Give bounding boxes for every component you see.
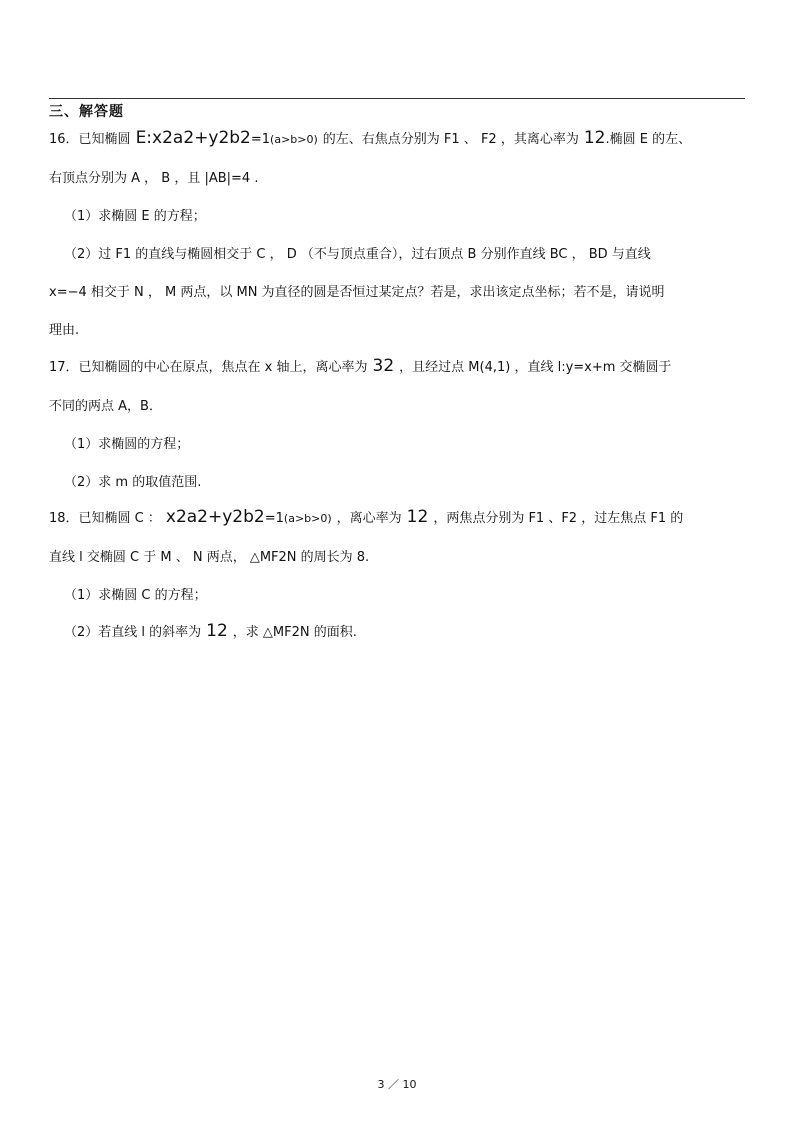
q18-equals: =1 [264, 511, 284, 526]
q16-fraction: 12 [583, 128, 606, 148]
q17-part-1: （1）求椭圆的方程； [64, 437, 190, 452]
section-divider [49, 98, 745, 99]
q18-part-2-text-a: （2）若直线 l 的斜率为 [64, 625, 202, 640]
q17-text-a: 已知椭圆的中心在原点，焦点在 x 轴上，离心率为 [78, 360, 368, 375]
q18-text-a: 已知椭圆 C ： [78, 511, 161, 526]
q18-text-e: ，两焦点分别为 F1 、F2 ，过左焦点 F1 的 [433, 511, 684, 526]
q18-part-2-text-b: ，求 △MF2N 的面积. [232, 625, 357, 640]
q17-line-1 [49, 356, 672, 376]
q16-part-2-line-1: （2）过 F1 的直线与椭圆相交于 C ， D （不与顶点重合），过右顶点 B 分别作直线 BC ， BD 与直线 [64, 247, 651, 262]
q16-text-a: 已知椭圆 [78, 132, 131, 147]
q16-number: 16． [49, 132, 79, 147]
q16-text-d: 的左、右焦点分别为 F1 、 F2 ，其离心率为 [322, 132, 579, 147]
q17-text-b: ，且经过点 M(4,1) ，直线 l:y=x+m 交椭圆于 [399, 360, 672, 375]
q16-equals: =1 [250, 132, 271, 147]
q17-part-2: （2）求 m 的取值范围. [64, 475, 202, 490]
q18-condition: (a>b>0) [283, 512, 332, 525]
q18-fraction: 12 [406, 507, 429, 527]
page-number: 3 ／ 10 [377, 1078, 417, 1091]
q16-ellipse-name: E: [135, 128, 153, 148]
q16-line-1 [49, 128, 691, 148]
q16-text-e: .椭圆 E 的左、 [605, 132, 692, 147]
q17-number: 17． [49, 360, 79, 375]
q16-part-1: （1）求椭圆 E 的方程； [64, 209, 206, 224]
q16-formula: x2a2+y2b2 [152, 128, 251, 148]
q16-part-2-line-3: 理由. [49, 323, 80, 338]
q18-formula: x2a2+y2b2 [165, 507, 265, 527]
section-title: 三、解答题 [49, 104, 124, 120]
q18-line-2: 直线 l 交椭圆 C 于 M 、 N 两点， △MF2N 的周长为 8. [49, 550, 370, 565]
q18-number: 18． [49, 511, 79, 526]
q18-text-d: ，离心率为 [336, 511, 402, 526]
q16-part-2-line-2: x=−4 相交于 N ， M 两点，以 MN 为直径的圆是否恒过某定点？若是，求出该定点坐标；若不是，请说明 [49, 285, 665, 300]
q18-part-2 [64, 621, 357, 641]
q18-part-1: （1）求椭圆 C 的方程； [64, 588, 207, 603]
q17-fraction: 32 [372, 356, 395, 376]
q17-line-2: 不同的两点 A，B． [49, 399, 162, 414]
q16-line-2: 右顶点分别为 A ， B ，且 |AB|=4 . [49, 171, 259, 186]
q16-condition: (a>b>0) [270, 133, 318, 146]
q18-line-1 [49, 507, 683, 527]
q18-part-2-fraction: 12 [206, 621, 228, 641]
